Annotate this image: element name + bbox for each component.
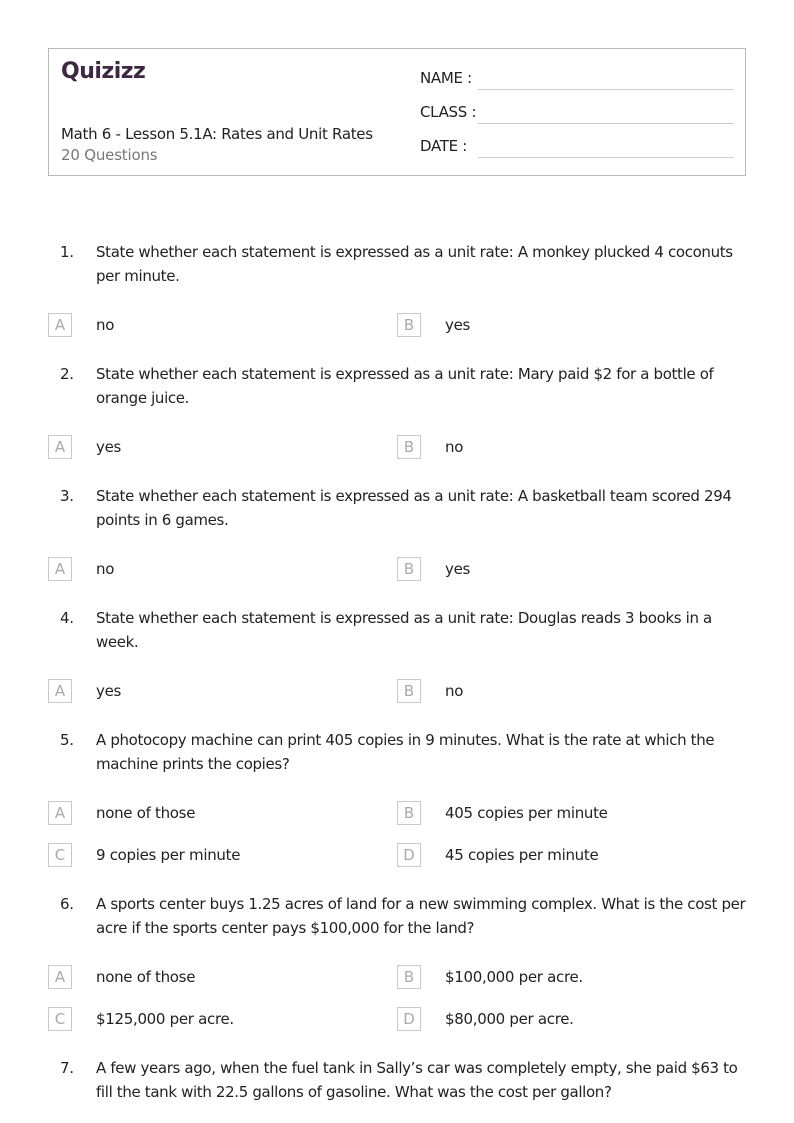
class-label: CLASS : — [420, 103, 477, 121]
question-4 — [48, 606, 746, 700]
question-5 — [48, 728, 746, 864]
option-letter: A — [48, 557, 72, 581]
option-letter: A — [48, 679, 72, 703]
question-number: 2. — [60, 365, 74, 383]
option-text: 9 copies per minute — [96, 846, 241, 864]
option-letter: B — [397, 435, 421, 459]
option-b[interactable] — [397, 557, 746, 599]
option-text: no — [445, 682, 464, 700]
class-field[interactable] — [420, 101, 734, 135]
question-text: A few years ago, when the fuel tank in Sally’s car was completely empty, she paid $63 to fill the tank with 22.5 gallons of gasoline. What was the cost per gallon? — [96, 1059, 738, 1101]
worksheet-title: Math 6 - Lesson 5.1A: Rates and Unit Rates — [61, 125, 373, 143]
option-text: yes — [96, 438, 122, 456]
name-label: NAME : — [420, 69, 472, 87]
option-row — [48, 843, 746, 885]
question-text-row — [48, 362, 746, 410]
option-letter: D — [397, 1007, 421, 1031]
question-text-row — [48, 240, 746, 288]
question-number: 1. — [60, 243, 74, 261]
question-number: 5. — [60, 731, 74, 749]
option-letter: A — [48, 313, 72, 337]
option-row — [48, 557, 746, 599]
option-letter: A — [48, 965, 72, 989]
option-text: 405 copies per minute — [445, 804, 608, 822]
question-text: State whether each statement is expressed as a unit rate: Douglas reads 3 books in a week. — [96, 609, 712, 651]
option-letter: B — [397, 557, 421, 581]
quizizz-logo: Quizizz — [61, 59, 146, 84]
option-a[interactable] — [48, 557, 397, 599]
option-a[interactable] — [48, 435, 397, 477]
option-b[interactable] — [397, 313, 746, 355]
option-letter: B — [397, 801, 421, 825]
option-text: yes — [96, 682, 122, 700]
question-text: State whether each statement is expressed as a unit rate: A basketball team scored 294 points in 6 games. — [96, 487, 732, 529]
question-number: 6. — [60, 895, 74, 913]
option-row — [48, 1007, 746, 1049]
question-text-row — [48, 1056, 746, 1104]
option-row — [48, 801, 746, 843]
question-6 — [48, 892, 746, 1028]
student-info-fields — [420, 67, 734, 169]
question-text: State whether each statement is expressed as a unit rate: Mary paid $2 for a bottle of orange juice. — [96, 365, 714, 407]
question-1 — [48, 240, 746, 334]
option-b[interactable] — [397, 435, 746, 477]
option-b[interactable] — [397, 679, 746, 721]
option-text: none of those — [96, 968, 196, 986]
option-c[interactable] — [48, 843, 397, 885]
option-a[interactable] — [48, 801, 397, 843]
option-row — [48, 965, 746, 1007]
option-letter: C — [48, 843, 72, 867]
option-text: none of those — [96, 804, 196, 822]
question-text: State whether each statement is expressed as a unit rate: A monkey plucked 4 coconuts per minute. — [96, 243, 733, 285]
option-text: no — [96, 560, 115, 578]
question-7 — [48, 1056, 746, 1104]
option-letter: B — [397, 965, 421, 989]
option-letter: B — [397, 679, 421, 703]
question-text-row — [48, 892, 746, 940]
class-line — [478, 123, 734, 124]
option-text: $125,000 per acre. — [96, 1010, 234, 1028]
question-number: 7. — [60, 1059, 74, 1077]
option-letter: A — [48, 801, 72, 825]
question-text: A photocopy machine can print 405 copies in 9 minutes. What is the rate at which the machine prints the copies? — [96, 731, 715, 773]
option-d[interactable] — [397, 1007, 746, 1049]
date-label: DATE : — [420, 137, 468, 155]
option-d[interactable] — [397, 843, 746, 885]
question-text-row — [48, 728, 746, 776]
option-b[interactable] — [397, 965, 746, 1007]
option-row — [48, 313, 746, 355]
option-letter: D — [397, 843, 421, 867]
option-text: yes — [445, 560, 471, 578]
question-number: 4. — [60, 609, 74, 627]
option-text: 45 copies per minute — [445, 846, 599, 864]
question-count: 20 Questions — [61, 146, 158, 164]
question-3 — [48, 484, 746, 578]
question-text-row — [48, 606, 746, 654]
option-letter: A — [48, 435, 72, 459]
date-line — [478, 157, 734, 158]
option-a[interactable] — [48, 965, 397, 1007]
option-text: no — [445, 438, 464, 456]
option-text: $80,000 per acre. — [445, 1010, 574, 1028]
option-a[interactable] — [48, 313, 397, 355]
option-row — [48, 435, 746, 477]
option-text: no — [96, 316, 115, 334]
option-a[interactable] — [48, 679, 397, 721]
name-line — [478, 89, 734, 90]
worksheet-header — [48, 48, 746, 176]
option-letter: C — [48, 1007, 72, 1031]
name-field[interactable] — [420, 67, 734, 101]
question-text: A sports center buys 1.25 acres of land for a new swimming complex. What is the cost per acre if the sports center pays $100,000 for the land? — [96, 895, 746, 937]
option-row — [48, 679, 746, 721]
option-text: yes — [445, 316, 471, 334]
option-c[interactable] — [48, 1007, 397, 1049]
question-2 — [48, 362, 746, 456]
date-field[interactable] — [420, 135, 734, 169]
question-number: 3. — [60, 487, 74, 505]
question-text-row — [48, 484, 746, 532]
option-letter: B — [397, 313, 421, 337]
option-text: $100,000 per acre. — [445, 968, 583, 986]
option-b[interactable] — [397, 801, 746, 843]
